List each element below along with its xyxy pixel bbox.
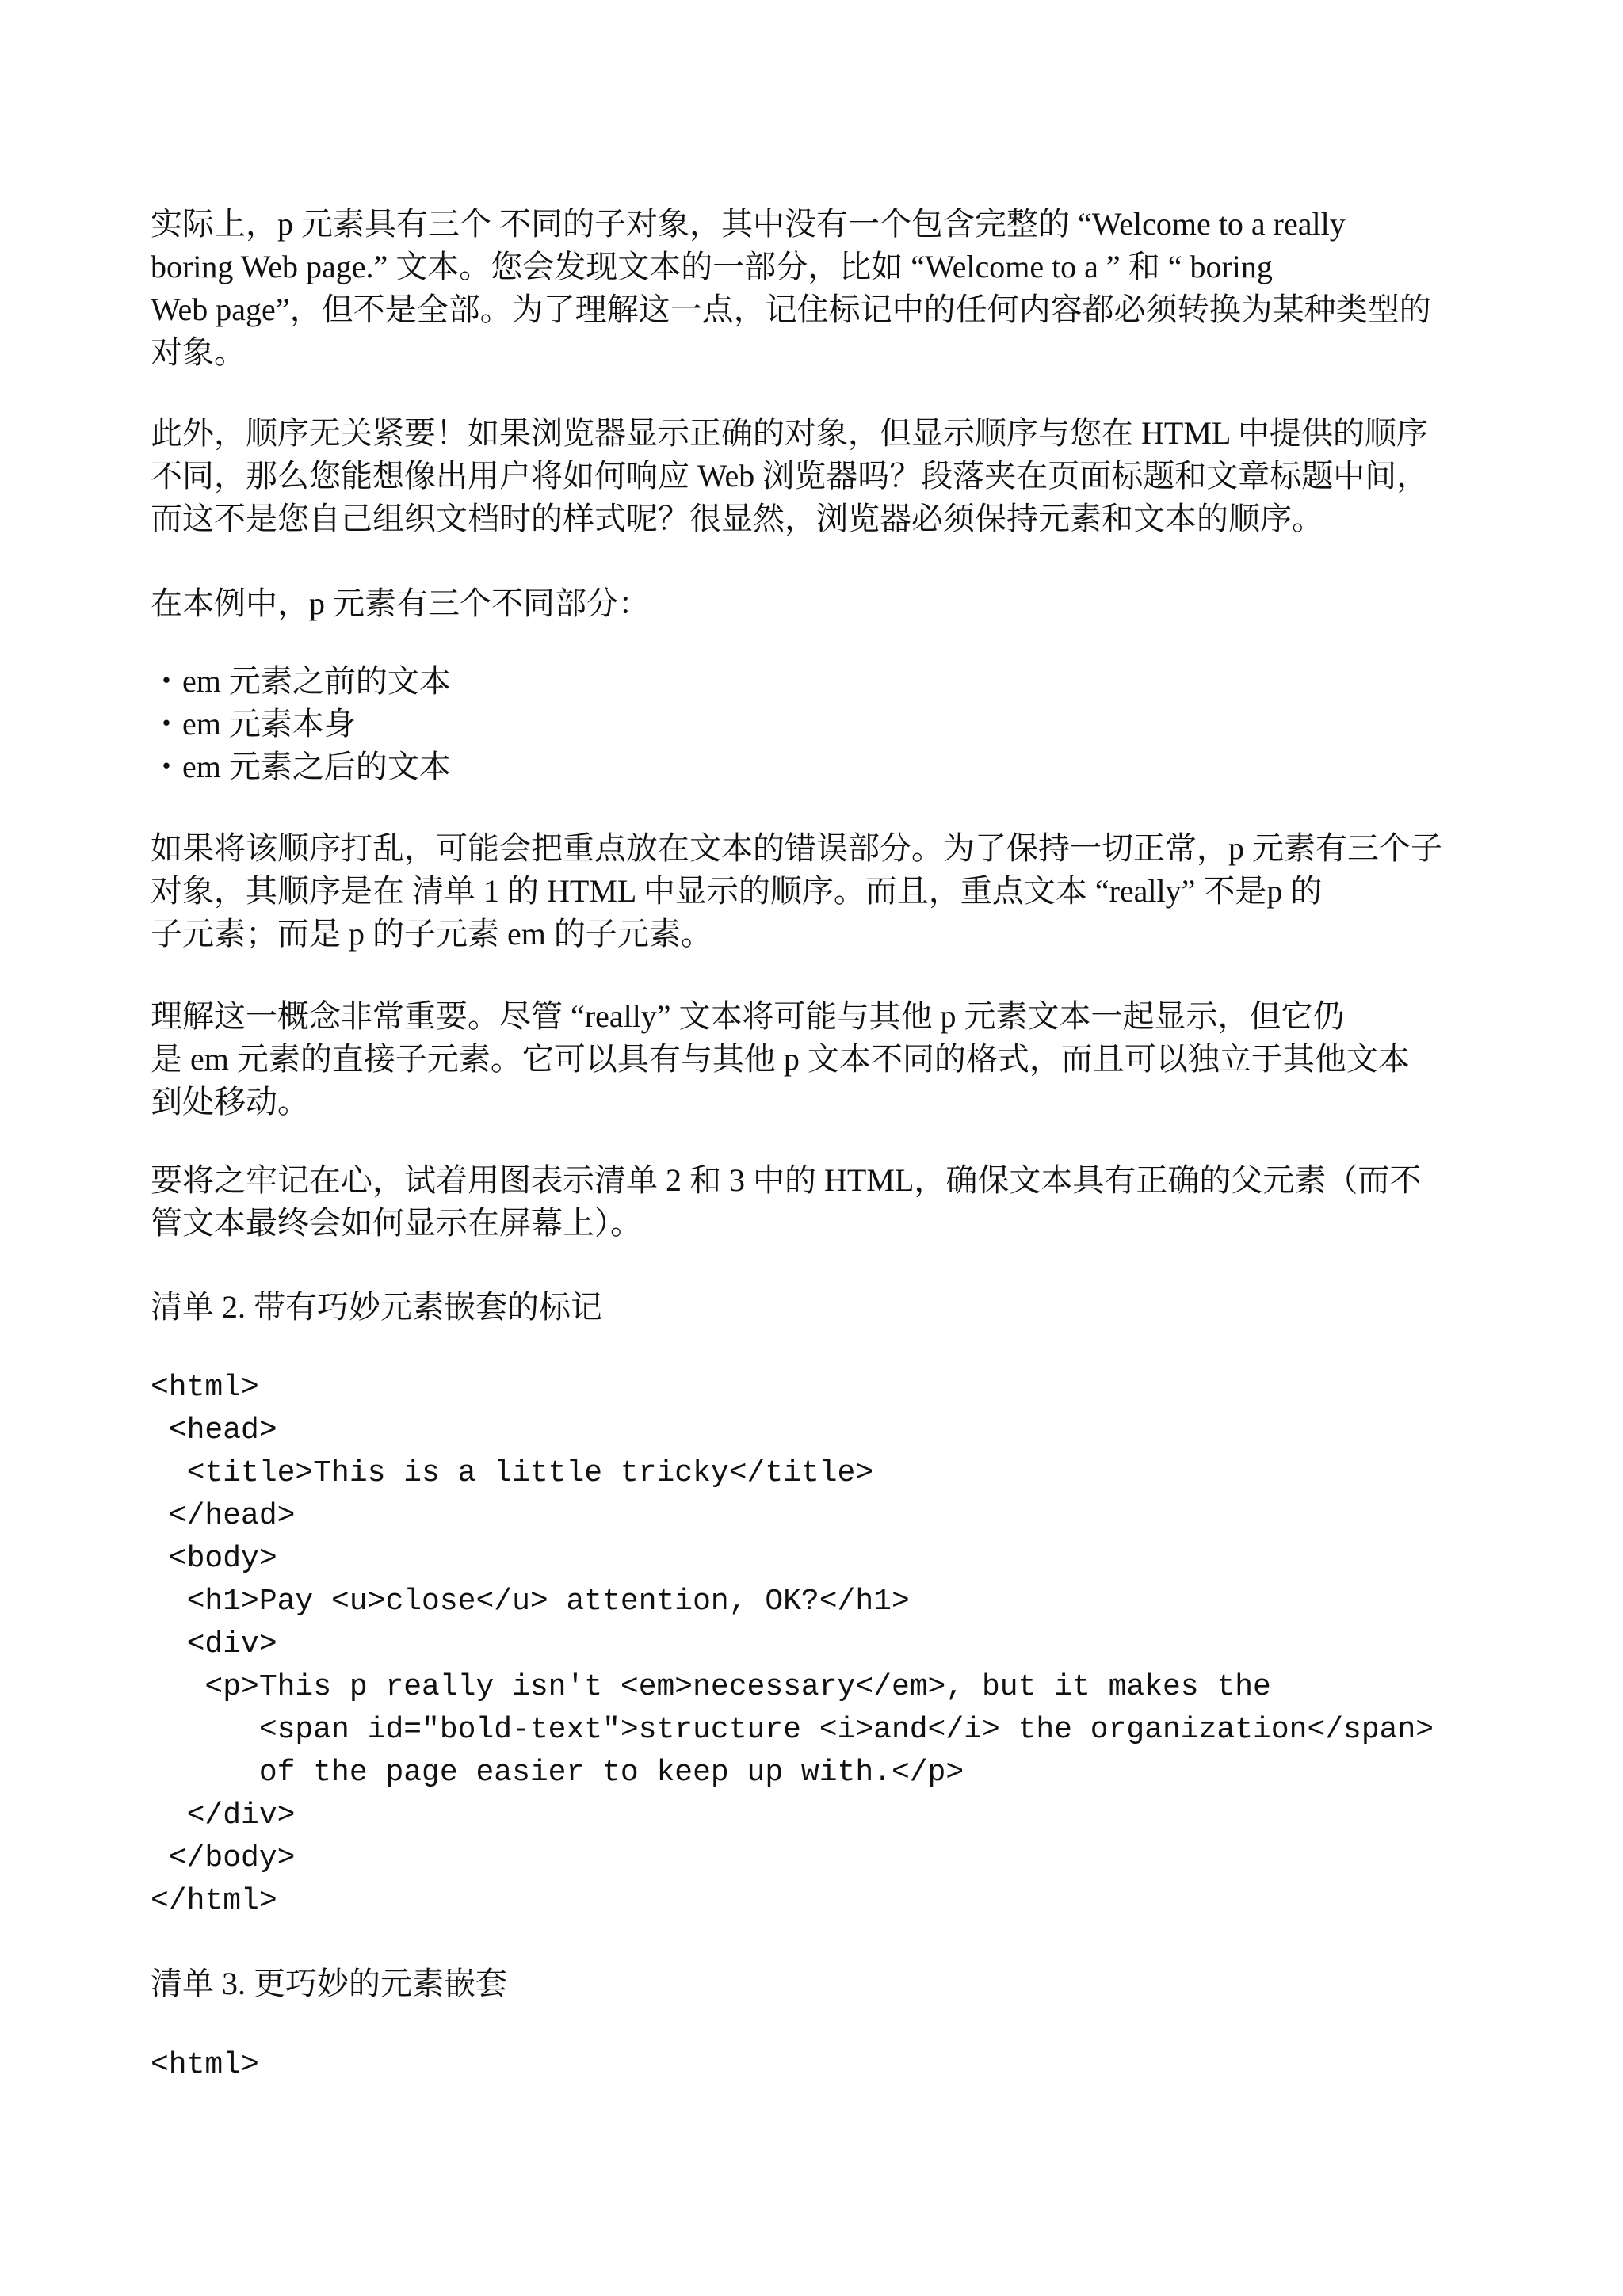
- text-line: 而这不是您自己组织文档时的样式呢？很显然，浏览器必须保持元素和文本的顺序。: [151, 501, 1323, 536]
- code-line: </div>: [151, 1798, 296, 1833]
- text-line: boring Web page.” 文本。您会发现文本的一部分，比如 “Welcome to a ” 和 “ boring: [151, 249, 1273, 284]
- list-item: ・em 元素本身: [151, 706, 356, 742]
- text-line: 到处移动。: [151, 1084, 309, 1119]
- code-line: of the page easier to keep up with.</p>: [151, 1756, 964, 1790]
- code-line: </head>: [151, 1499, 296, 1533]
- text-line: 对象。: [151, 334, 246, 370]
- listing-2-code: [151, 1367, 1498, 1923]
- text-line: 此外，顺序无关紧要！如果浏览器显示正确的对象，但显示顺序与您在 HTML 中提供的顺序: [151, 415, 1428, 451]
- code-line: <h1>Pay <u>close</u> attention, OK?</h1>: [151, 1585, 910, 1619]
- listing-3-code: [151, 2044, 1498, 2087]
- code-line: <span id="bold-text">structure <i>and</i> the organization</span>: [151, 1713, 1434, 1747]
- paragraph-2: [151, 412, 1498, 540]
- list-item: ・em 元素之后的文本: [151, 749, 451, 784]
- code-line: </body>: [151, 1841, 296, 1875]
- code-line: <html>: [151, 1371, 259, 1405]
- code-line: <body>: [151, 1542, 277, 1576]
- list-item: ・em 元素之前的文本: [151, 663, 451, 699]
- text-line: 实际上，p 元素具有三个 不同的子对象，其中没有一个包含完整的 “Welcome to a really: [151, 206, 1346, 242]
- code-line: <div>: [151, 1627, 277, 1661]
- paragraph-3: [151, 582, 1498, 625]
- text-line: 要将之牢记在心，试着用图表示清单 2 和 3 中的 HTML，确保文本具有正确的父元素（而不: [151, 1162, 1422, 1198]
- paragraph-5: [151, 995, 1498, 1123]
- text-line: Web page”，但不是全部。为了理解这一点，记住标记中的任何内容都必须转换为某种类型的: [151, 292, 1431, 327]
- code-line: <title>This is a little tricky</title>: [151, 1456, 874, 1490]
- code-line: <p>This p really isn't <em>necessary</em>, but it makes the: [151, 1670, 1271, 1704]
- bullet-list: [151, 660, 1498, 788]
- text-line: 不同，那么您能想像出用户将如何响应 Web 浏览器吗？段落夹在页面标题和文章标题中间，: [151, 458, 1429, 494]
- text-line: 理解这一概念非常重要。尽管 “really” 文本将可能与其他 p 元素文本一起显示，但它仍: [151, 998, 1345, 1034]
- code-line: <head>: [151, 1413, 277, 1447]
- code-line: <html>: [151, 2048, 259, 2082]
- text-line: 在本例中，p 元素有三个不同部分：: [151, 585, 650, 621]
- paragraph-4: [151, 827, 1498, 955]
- listing-title: 清单 3. 更巧妙的元素嵌套: [151, 1966, 507, 2001]
- text-line: 如果将该顺序打乱，可能会把重点放在文本的错误部分。为了保持一切正常，p 元素有三个子: [151, 830, 1442, 866]
- text-line: 管文本最终会如何显示在屏幕上）。: [151, 1205, 642, 1241]
- paragraph-1: [151, 203, 1498, 374]
- code-line: </html>: [151, 1884, 277, 1918]
- text-line: 对象，其顺序是在 清单 1 的 HTML 中显示的顺序。而且，重点文本 “really” 不是p 的: [151, 873, 1323, 909]
- text-line: 是 em 元素的直接子元素。它可以具有与其他 p 文本不同的格式，而且可以独立于其他文本: [151, 1041, 1410, 1077]
- listing-2-title: [151, 1286, 1498, 1329]
- paragraph-6: [151, 1159, 1498, 1245]
- listing-title: 清单 2. 带有巧妙元素嵌套的标记: [151, 1289, 602, 1325]
- listing-3-title: [151, 1962, 1498, 2005]
- text-line: 子元素；而是 p 的子元素 em 的子元素。: [151, 916, 712, 952]
